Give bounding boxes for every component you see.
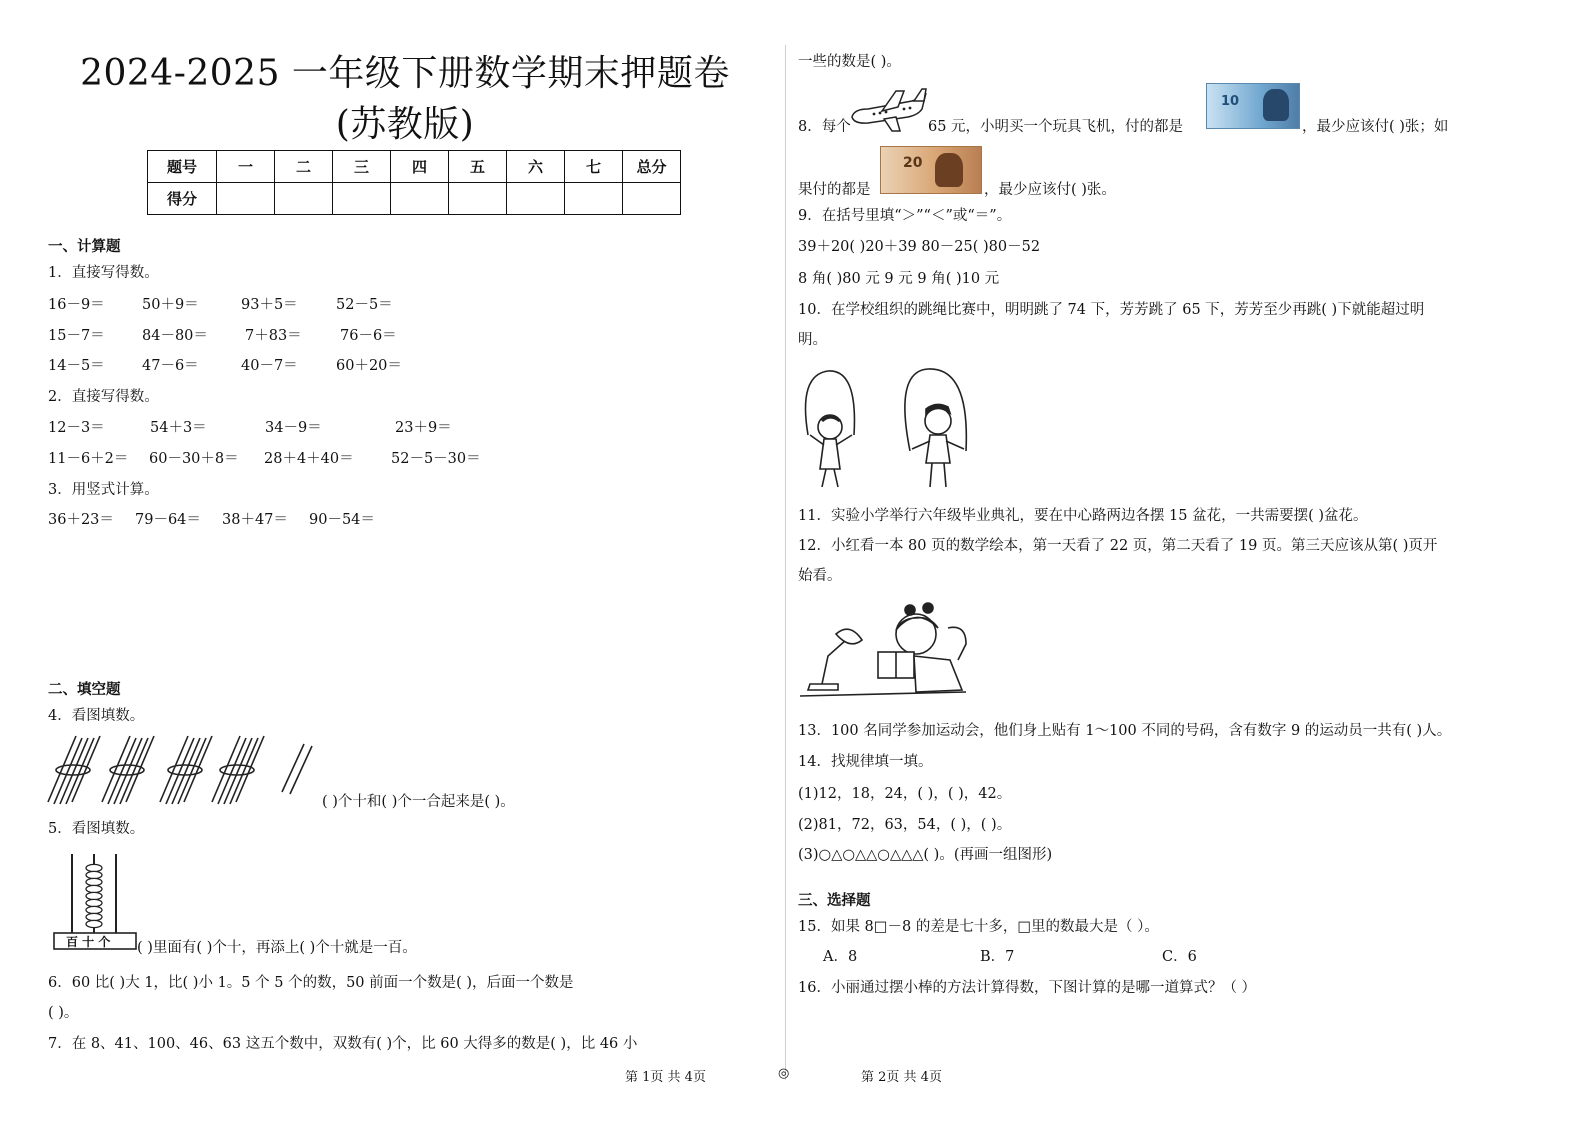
score-table-score-row	[148, 183, 681, 215]
score-input-cell[interactable]	[565, 183, 623, 215]
question-8-part-c: ，最少应该付( )张；如	[1302, 119, 1449, 135]
score-input-cell[interactable]	[391, 183, 449, 215]
question-8-part-b: 65 元，小明买一个玩具飞机，付的都是	[928, 119, 1184, 135]
abacus-place-labels: 百 十 个	[66, 935, 111, 949]
question-13: 13．100 名同学参加运动会，他们身上贴有 1～100 不同的号码，含有数字 9 的运动员一共有( )人。	[798, 723, 1452, 739]
q1-item: 15－7＝	[48, 328, 105, 344]
score-input-cell[interactable]	[275, 183, 333, 215]
exam-subtitle: (苏教版)	[335, 104, 475, 145]
single-sticks	[282, 744, 312, 794]
section-2-heading: 二、填空题	[48, 682, 121, 698]
question-14-part-3: (3)○△○△△○△△△( )。(再画一组图形)	[798, 847, 1053, 863]
desk-lamp	[808, 684, 838, 690]
question-1: 1．直接写得数。	[48, 265, 159, 281]
q1-item: 50＋9＝	[142, 297, 199, 313]
q1-item: 76－6＝	[340, 328, 397, 344]
q2-item: 34－9＝	[265, 420, 322, 436]
q1-item: 40－7＝	[241, 358, 298, 374]
page-divider	[785, 45, 786, 1080]
girl-reading-image	[798, 600, 978, 706]
stick-bundle-4	[212, 736, 264, 804]
question-8-part-e: ，最少应该付( )张。	[984, 182, 1116, 198]
abacus-beads	[86, 864, 102, 927]
q1-item: 60＋20＝	[336, 358, 402, 374]
question-5: 5．看图填数。	[48, 821, 145, 837]
question-8-part-a: 8．每个	[798, 119, 851, 135]
q3-item: 38＋47＝	[222, 512, 288, 528]
question-10-cont: 明。	[798, 332, 827, 348]
question-15: 15．如果 8□－8 的差是七十多，□里的数最大是（ ）。	[798, 919, 1159, 935]
score-cell: 题号	[148, 151, 217, 183]
q2-item: 12－3＝	[48, 420, 105, 436]
stick-bundle-2	[102, 736, 154, 804]
exam-title: 2024-2025 一年级下册数学期末押题卷	[80, 53, 730, 94]
ten-yuan-note-image	[1206, 83, 1300, 129]
q1-item: 14－5＝	[48, 358, 105, 374]
stick-bundles-image	[46, 730, 336, 810]
question-7: 7．在 8、41、100、46、63 这五个数中，双数有( )个，比 60 大得多的数是( )，比 46 小	[48, 1036, 638, 1052]
score-cell: 得分	[148, 183, 217, 215]
score-input-cell[interactable]	[333, 183, 391, 215]
q1-item: 93＋5＝	[241, 297, 298, 313]
twenty-yuan-note-image	[880, 146, 982, 194]
jump-rope-children-image	[798, 365, 978, 493]
question-15-option-c[interactable]: C．6	[1162, 949, 1197, 965]
question-9-row-2: 8 角( )80 元 9 元 9 角( )10 元	[798, 271, 1000, 287]
question-14: 14．找规律填一填。	[798, 754, 933, 770]
question-15-option-a[interactable]: A．8	[823, 949, 858, 965]
question-14-part-2: (2)81，72，63，54，( )，( )。	[798, 817, 1012, 833]
score-cell: 二	[275, 151, 333, 183]
question-4: 4．看图填数。	[48, 708, 145, 724]
score-cell: 六	[507, 151, 565, 183]
portrait-icon	[1263, 89, 1289, 121]
ten-yuan-denomination: 10	[1221, 94, 1240, 109]
score-input-cell[interactable]	[449, 183, 507, 215]
q2-item: 60－30＋8＝	[149, 451, 239, 467]
score-cell: 三	[333, 151, 391, 183]
q3-item: 79－64＝	[135, 512, 201, 528]
q2-item: 54＋3＝	[150, 420, 207, 436]
section-3-heading: 三、选择题	[798, 893, 871, 909]
score-cell: 五	[449, 151, 507, 183]
score-cell: 七	[565, 151, 623, 183]
question-5-fill: ( )里面有( )个十，再添上( )个十就是一百。	[137, 940, 417, 956]
question-8-part-d: 果付的都是	[798, 182, 871, 198]
question-9: 9．在括号里填“＞”“＜”或“＝”。	[798, 208, 1012, 224]
score-input-cell[interactable]	[217, 183, 275, 215]
q2-item: 11－6＋2＝	[48, 451, 129, 467]
question-7-cont: 一些的数是( )。	[798, 54, 901, 70]
question-11: 11．实验小学举行六年级毕业典礼，要在中心路两边各摆 15 盆花，一共需要摆( )盆花。	[798, 508, 1368, 524]
question-14-part-1: (1)12，18，24，( )，( )，42。	[798, 786, 1012, 802]
question-15-option-b[interactable]: B．7	[980, 949, 1015, 965]
q3-item: 36＋23＝	[48, 512, 114, 528]
score-cell: 总分	[623, 151, 681, 183]
question-12-cont: 始看。	[798, 568, 842, 584]
toy-airplane-image	[848, 87, 928, 133]
stick-bundle-1	[48, 736, 100, 804]
score-table	[147, 150, 681, 215]
score-input-cell[interactable]	[507, 183, 565, 215]
question-2: 2．直接写得数。	[48, 389, 159, 405]
question-6-cont: ( )。	[48, 1005, 79, 1021]
q1-item: 7＋83＝	[245, 328, 302, 344]
q1-item: 16－9＝	[48, 297, 105, 313]
footer-center-mark: ◎	[778, 1066, 790, 1081]
q1-item: 84－80＝	[142, 328, 208, 344]
score-table-header-row	[148, 151, 681, 183]
question-3: 3．用竖式计算。	[48, 482, 159, 498]
question-9-row-1: 39＋20( )20＋39 80－25( )80－52	[798, 239, 1041, 255]
q2-item: 28＋4＋40＝	[264, 451, 354, 467]
q2-item: 52－5－30＝	[391, 451, 481, 467]
q3-item: 90－54＝	[309, 512, 375, 528]
q2-item: 23＋9＝	[395, 420, 452, 436]
question-16: 16．小丽通过摆小棒的方法计算得数，下图计算的是哪一道算式？（ ）	[798, 980, 1257, 996]
stick-bundle-3	[160, 736, 212, 804]
question-12: 12．小红看一本 80 页的数学绘本，第一天看了 22 页，第二天看了 19 页。第三天应该从第( )页开	[798, 538, 1438, 554]
footer-page-right: 第 2页 共 4页	[861, 1070, 942, 1085]
q1-item: 52－5＝	[336, 297, 393, 313]
score-cell: 四	[391, 151, 449, 183]
footer-page-left: 第 1页 共 4页	[625, 1070, 706, 1085]
section-1-heading: 一、计算题	[48, 239, 121, 255]
q1-item: 47－6＝	[142, 358, 199, 374]
score-cell: 一	[217, 151, 275, 183]
question-10: 10．在学校组织的跳绳比赛中，明明跳了 74 下，芳芳跳了 65 下，芳芳至少再跳( )下就能超过明	[798, 302, 1425, 318]
twenty-yuan-denomination: 20	[903, 155, 923, 171]
portrait-icon	[935, 153, 963, 187]
question-6: 6．60 比( )大 1，比( )小 1。5 个 5 个的数，50 前面一个数是( )，后面一个数是	[48, 975, 574, 991]
question-4-fill: ( )个十和( )个一合起来是( )。	[322, 794, 515, 810]
score-input-cell[interactable]	[623, 183, 681, 215]
